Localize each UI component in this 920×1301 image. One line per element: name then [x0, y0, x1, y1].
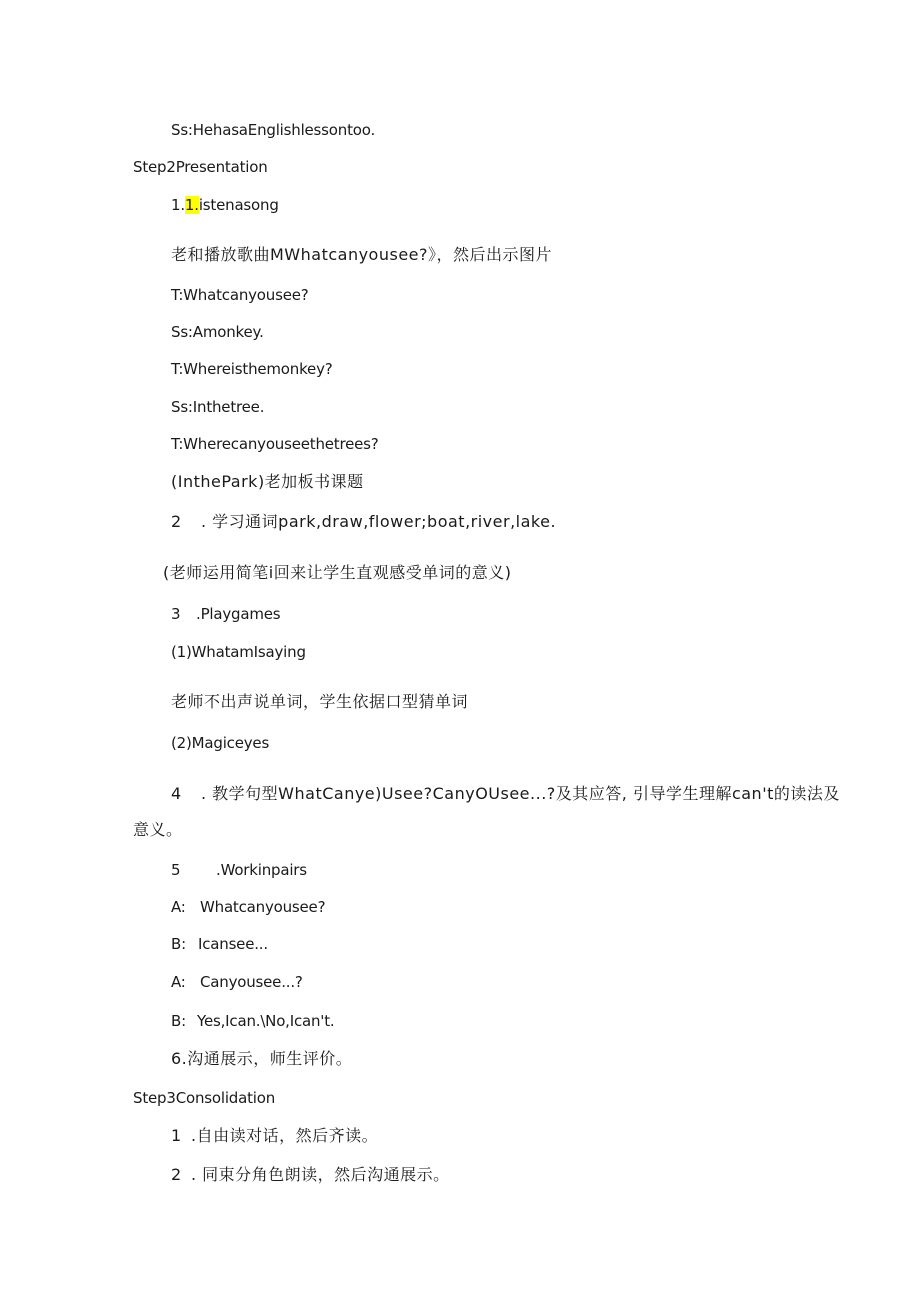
sub-item: (1)WhatamIsaying	[171, 643, 306, 661]
section-heading-step2: Step2Presentation	[133, 158, 268, 176]
speaker-text: Yes,Ican.\No,Ican't.	[197, 1012, 335, 1030]
list-item-4	[171, 784, 840, 804]
sub-item: (2)Magiceyes	[171, 734, 270, 752]
dialogue-line: T:Whatcanyousee?	[171, 286, 309, 304]
pair-dialogue-line	[171, 1011, 334, 1031]
dialogue-line: T:Wherecanyouseethetrees?	[171, 435, 379, 453]
speaker-text: Icansee...	[198, 935, 268, 953]
pair-dialogue-line	[171, 897, 325, 917]
item-number: 5	[171, 861, 181, 879]
item-text: istenasong	[198, 196, 279, 214]
section-heading-step3: Step3Consolidation	[133, 1089, 276, 1107]
speaker-label: A:	[171, 973, 186, 991]
highlighted-text: 1.	[184, 196, 199, 214]
speaker-label: B:	[171, 1012, 186, 1030]
speaker-label: A:	[171, 898, 186, 916]
dialogue-line: Ss:Inthetree.	[171, 398, 265, 416]
item-text-continued: 意义。	[133, 820, 183, 839]
dialogue-line: T:Whereisthemonkey?	[171, 360, 333, 378]
item-text: .Playgames	[196, 605, 281, 623]
item-text: . 同束分角色朗读，然后沟通展示。	[191, 1165, 450, 1184]
list-item-1	[171, 195, 279, 215]
dialogue-line: Ss:Amonkey.	[171, 323, 264, 341]
pair-dialogue-line	[171, 972, 303, 992]
item-text: . 教学句型WhatCanye)Usee?CanyOUsee...?及其应答, 引导学生理解can't的读法及	[201, 784, 840, 803]
list-item-6: 6.沟通展示，师生评价。	[171, 1049, 353, 1068]
item-number: 2	[171, 1165, 182, 1184]
list-item-2	[171, 1165, 450, 1185]
item-number: 4	[171, 784, 182, 803]
item-number: 2	[171, 512, 182, 531]
list-item-5	[171, 860, 307, 880]
item-text: .自由读对话，然后齐读。	[191, 1126, 379, 1145]
speaker-text: Canyousee...?	[200, 973, 303, 991]
item-number: 1	[171, 1126, 182, 1145]
instruction-text: 老和播放歌曲MWhatcanyousee?》，然后出示图片	[171, 245, 553, 264]
speaker-label: B:	[171, 935, 186, 953]
item-number: 3	[171, 605, 181, 623]
instruction-text: 老师不出声说单词，学生依据口型猜单词	[171, 692, 469, 711]
pair-dialogue-line	[171, 934, 268, 954]
list-item-1	[171, 1126, 378, 1146]
item-number: 1.	[171, 196, 185, 214]
item-text: . 学习通词park,draw,flower;boat,river,lake.	[201, 512, 557, 531]
instruction-text: (InthePark)老加板书课题	[171, 472, 364, 491]
speaker-text: Whatcanyousee?	[200, 898, 326, 916]
list-item-3	[171, 604, 280, 624]
item-text: .Workinpairs	[216, 861, 307, 879]
dialogue-line: Ss:HehasaEnglishlessontoo.	[171, 121, 376, 139]
list-item-2	[171, 512, 556, 532]
instruction-text: (老师运用简笔i回来让学生直观感受单词的意义)	[163, 563, 512, 582]
